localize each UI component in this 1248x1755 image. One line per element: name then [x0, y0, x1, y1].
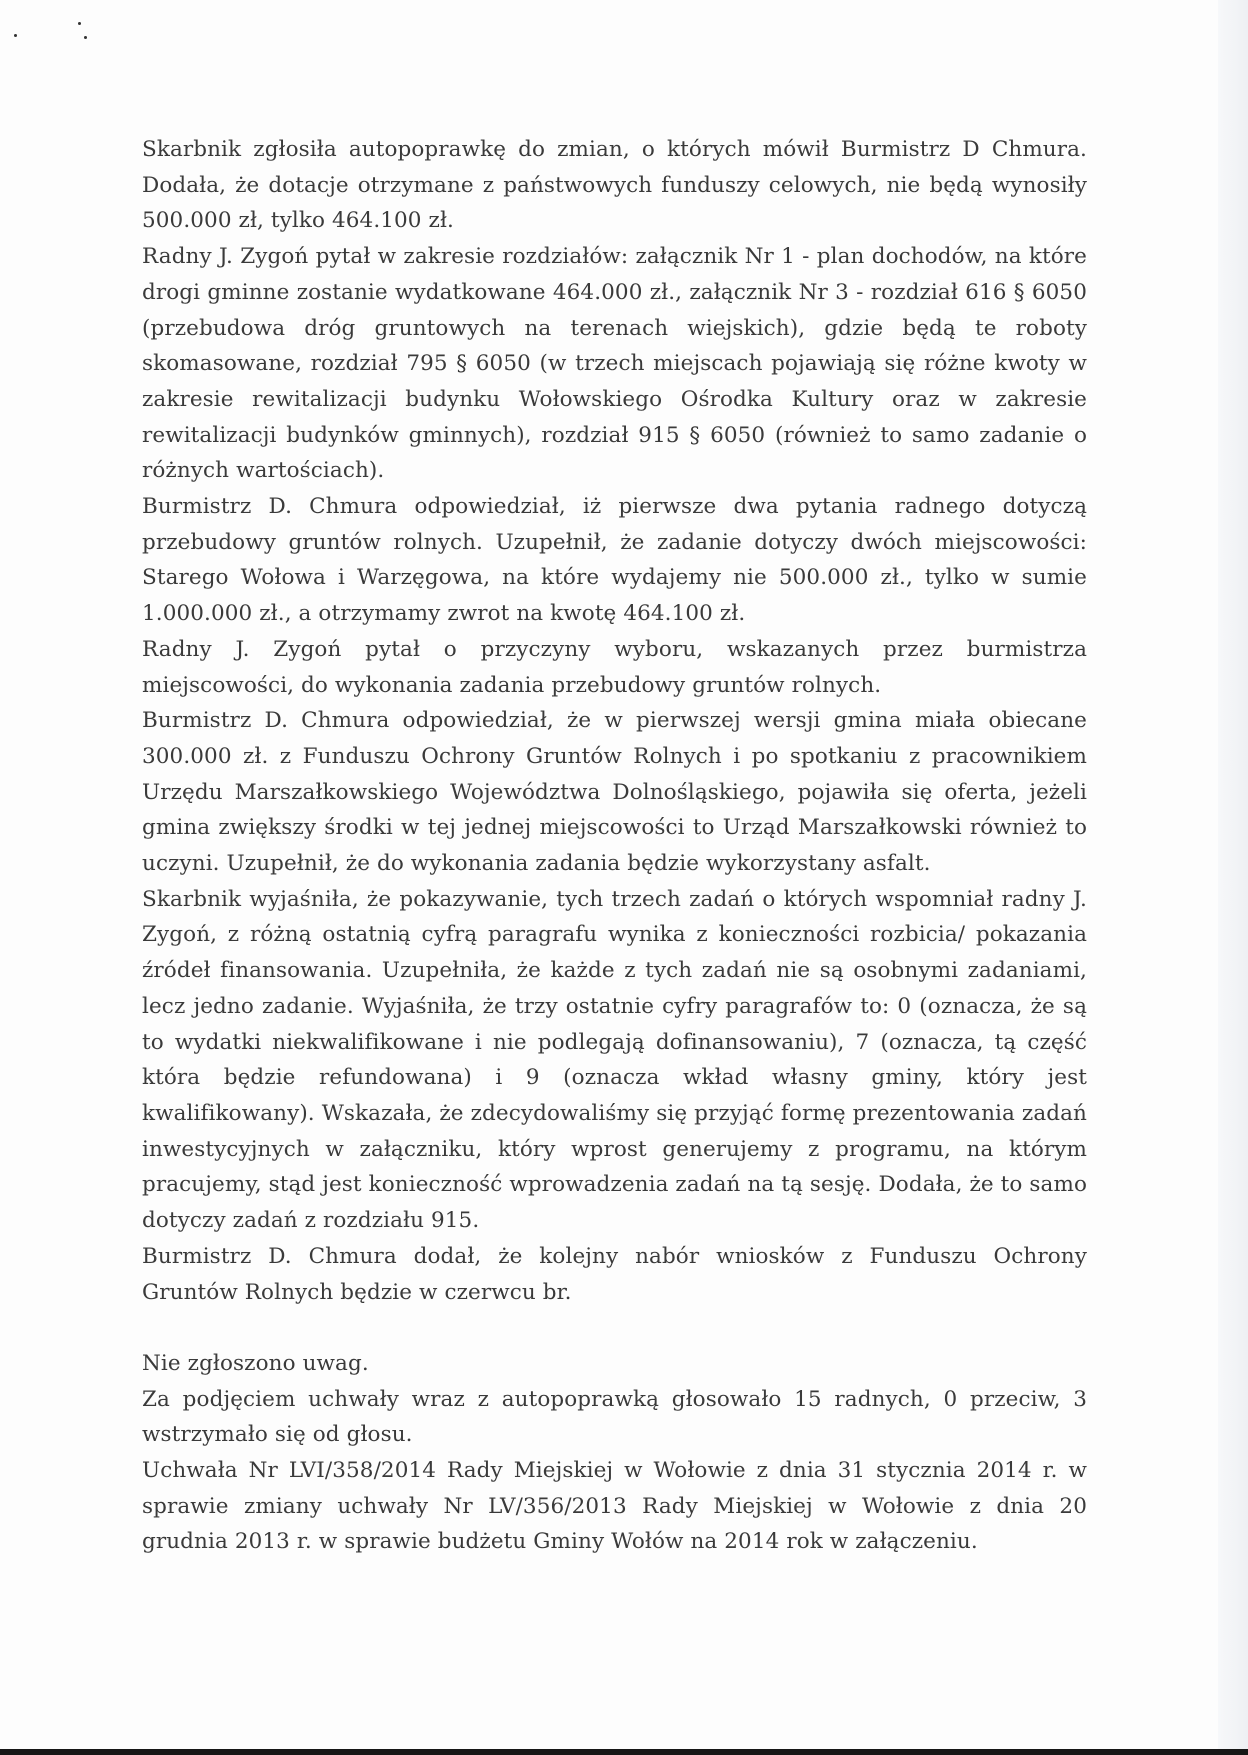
scan-speck	[78, 22, 81, 25]
paragraph-mayor-answer-2: Burmistrz D. Chmura odpowiedział, że w pierwszej wersji gmina miała obiecane 300.000 zł. z Funduszu Ochrony Gruntów Rolnych i po spotkaniu z pracownikiem Urzędu Marszałkowskiego Województwa Dolnośląskiego, pojawiła się oferta, jeżeli gmina zwiększy środki w tej jednej miejscowości to Urząd Marszałkowski również to uczyni. Uzupełnił, że do wykonania zadania będzie wykorzystany asfalt.	[142, 708, 1087, 877]
scan-right-edge	[1218, 0, 1248, 1755]
scan-bottom-edge	[0, 1749, 1248, 1755]
paragraph-mayor-addition: Burmistrz D. Chmura dodał, że kolejny nabór wniosków z Funduszu Ochrony Gruntów Rolnych będzie w czerwcu br.	[142, 1243, 1087, 1305]
paragraph-mayor-answer-1: Burmistrz D. Chmura odpowiedział, iż pierwsze dwa pytania radnego dotyczą przebudowy gruntów rolnych. Uzupełnił, że zadanie dotyczy dwóch miejscowości: Starego Wołowa i Warzęgowa, na które wydajemy nie 500.000 zł., tylko w sumie 1.000.000 zł., a otrzymamy zwrot na kwotę 464.100 zł.	[142, 494, 1087, 627]
paragraph-no-remarks: Nie zgłoszono uwag.	[142, 1350, 369, 1376]
scan-speck	[84, 36, 87, 39]
paragraph-treasurer-explanation: Skarbnik wyjaśniła, że pokazywanie, tych trzech zadań o których wspomniał radny J. Zygoń, z różną ostatnią cyfrą paragrafu wynika z konieczności rozbicia/ pokazania źródeł finansowania. Uzupełniła, że każde z tych zadań nie są osobnymi zadaniami, lecz jedno zadanie. Wyjaśniła, że trzy ostatnie cyfry paragrafów to: 0 (oznacza, że są to wydatki niekwalifikowane i nie podlegają dofinansowaniu), 7 (oznacza, tą część która będzie refundowana) i 9 (oznacza wkład własny gminy, który jest kwalifikowany). Wskazała, że zdecydowaliśmy się przyjąć formę prezentowania zadań inwestycyjnych w załączniku, który wprost generujemy z programu, na którym pracujemy, stąd jest konieczność wprowadzenia zadań na tą sesję. Dodała, że to samo dotyczy zadań z rozdziału 915.	[142, 886, 1087, 1234]
paragraph-treasurer-amendment: Skarbnik zgłosiła autopoprawkę do zmian, o których mówił Burmistrz D Chmura. Dodała, że dotacje otrzymane z państwowych funduszy celowych, nie będą wynosiły 500.000 zł, tylko 464.100 zł.	[142, 137, 1087, 234]
paragraph-resolution: Uchwała Nr LVI/358/2014 Rady Miejskiej w Wołowie z dnia 31 stycznia 2014 r. w sprawie zmiany uchwały Nr LV/356/2013 Rady Miejskiej w Wołowie z dnia 20 grudnia 2013 r. w sprawie budżetu Gminy Wołów na 2014 rok w załączeniu.	[142, 1458, 1087, 1555]
paragraph-vote-result: Za podjęciem uchwały wraz z autopoprawką głosowało 15 radnych, 0 przeciw, 3 wstrzymało się od głosu.	[142, 1386, 1087, 1448]
minutes-text	[142, 132, 1087, 1560]
scan-speck	[14, 34, 17, 37]
paragraph-councillor-question-1: Radny J. Zygoń pytał w zakresie rozdziałów: załącznik Nr 1 - plan dochodów, na które drogi gminne zostanie wydatkowane 464.000 zł., załącznik Nr 3 - rozdział 616 § 6050 (przebudowa dróg gruntowych na terenach wiejskich), gdzie będą te roboty skomasowane, rozdział 795 § 6050 (w trzech miejscach pojawiają się różne kwoty w zakresie rewitalizacji budynku Wołowskiego Ośrodka Kultury oraz w zakresie rewitalizacji budynków gminnych), rozdział 915 § 6050 (również to samo zadanie o różnych wartościach).	[142, 244, 1087, 484]
paragraph-councillor-question-2: Radny J. Zygoń pytał o przyczyny wyboru, wskazanych przez burmistrza miejscowości, do wykonania zadania przebudowy gruntów rolnych.	[142, 636, 1087, 698]
